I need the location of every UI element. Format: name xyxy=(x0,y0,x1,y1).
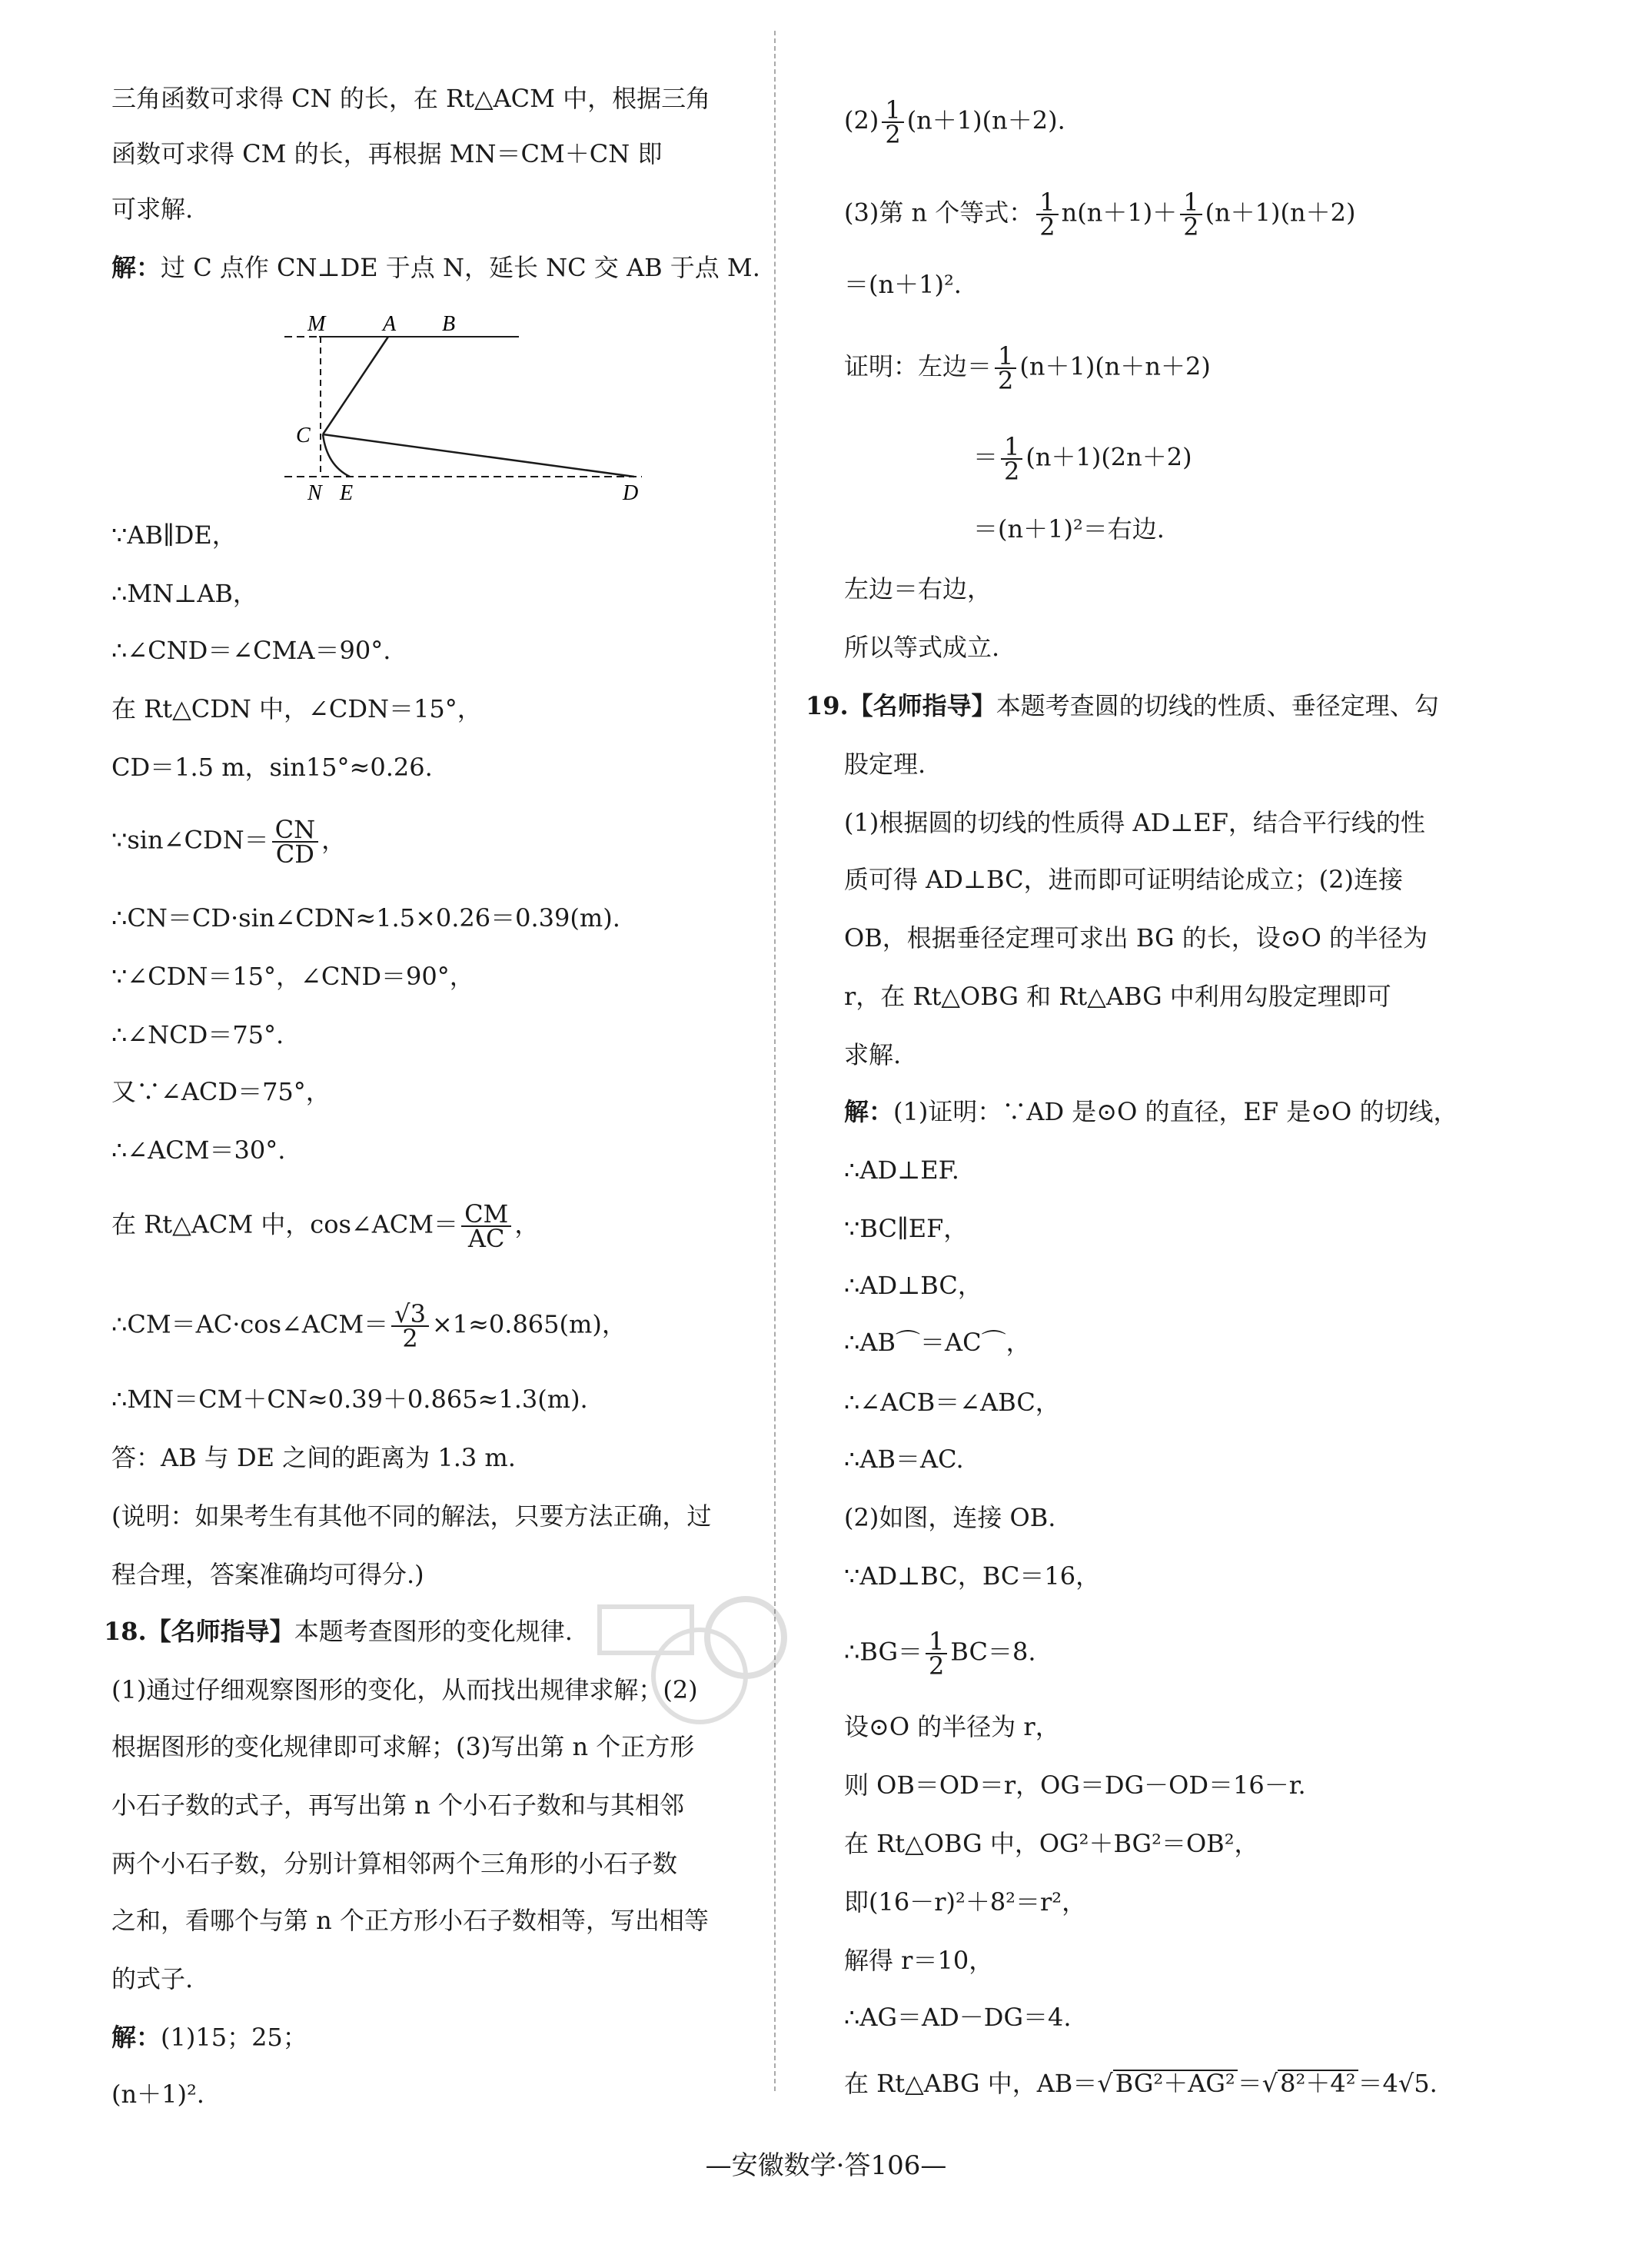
text-line: ∵AB∥DE， xyxy=(111,520,237,550)
fraction-den: CD xyxy=(275,840,314,869)
text-line: ∴CN＝CD·sin∠CDN≈1.5×0.26＝0.39(m). xyxy=(111,903,620,933)
fraction xyxy=(995,341,1016,395)
text-line: 在 Rt△CDN 中，∠CDN＝15°， xyxy=(111,694,482,723)
text-line: (1)通过仔细观察图形的变化，从而找出规律求解；(2) xyxy=(111,1675,698,1704)
text-line xyxy=(844,95,1065,149)
column-divider xyxy=(774,31,776,2091)
text-line: 之和，看哪个与第 n 个正方形小石子数相等，写出相等 xyxy=(111,1906,709,1935)
text-part: (n＋1)(n＋n＋2) xyxy=(1019,351,1211,381)
text-line: 质可得 AD⊥BC，进而即可证明结论成立；(2)连接 xyxy=(844,865,1403,894)
text-line xyxy=(844,188,1356,241)
fraction xyxy=(1001,432,1022,486)
fraction-den: 2 xyxy=(1039,212,1055,241)
fraction-den: 2 xyxy=(1004,457,1020,486)
text-part: ＝ xyxy=(1237,2069,1262,2098)
text-line xyxy=(111,1199,540,1253)
line-CD xyxy=(323,434,634,477)
arc-CE xyxy=(323,434,350,477)
text-line: 程合理，答案准确均可得分.) xyxy=(111,1560,424,1589)
text-line: ∵BC∥EF， xyxy=(844,1214,969,1243)
label-B: B xyxy=(442,312,456,336)
fraction xyxy=(391,1299,429,1353)
fraction-num: 1 xyxy=(882,98,903,123)
text-line: ∵AD⊥BC，BC＝16， xyxy=(844,1561,1101,1591)
text-line: 设⊙O 的半径为 r， xyxy=(844,1712,1060,1741)
text-line: 根据图形的变化规律即可求解；(3)写出第 n 个正方形 xyxy=(111,1732,695,1761)
text-line: (1)根据圆的切线的性质得 AD⊥EF，结合平行线的性 xyxy=(844,808,1425,837)
fraction-den: 2 xyxy=(402,1324,418,1353)
solution-label: 解： xyxy=(111,2023,161,2052)
fraction-num: 1 xyxy=(1001,435,1022,460)
text-line xyxy=(844,341,1211,395)
text-line: ＝(n＋1)²＝右边. xyxy=(973,514,1165,544)
text-part: 在 Rt△ABG 中，AB＝ xyxy=(844,2069,1098,2098)
text-line: (2)如图，连接 OB. xyxy=(844,1503,1056,1532)
text-part: 在 Rt△ACM 中，cos∠ACM＝ xyxy=(111,1209,459,1239)
label-M: M xyxy=(307,312,326,336)
sqrt-symbol: √ xyxy=(1261,2069,1278,2098)
text-line xyxy=(973,432,1192,486)
text-part: 证明：左边＝ xyxy=(844,351,992,381)
text-line: ∴∠CND＝∠CMA＝90°. xyxy=(111,636,391,665)
text-line: 小石子数的式子，再写出第 n 个小石子数和与其相邻 xyxy=(111,1790,684,1820)
fraction xyxy=(272,815,318,869)
text-part: ， xyxy=(514,1209,540,1239)
text-line: (说明：如果考生有其他不同的解法，只要方法正确，过 xyxy=(111,1501,712,1531)
fraction xyxy=(461,1199,511,1253)
text-line: 即(16－r)²＋8²＝r²， xyxy=(844,1887,1087,1917)
text-line: 解得 r＝10， xyxy=(844,1946,994,1975)
text-line: 三角函数可求得 CN 的长，在 Rt△ACM 中，根据三角 xyxy=(111,84,711,113)
text-line xyxy=(844,2068,1438,2099)
text-line: 又∵∠ACD＝75°， xyxy=(111,1077,331,1106)
text-part: ∴BG＝ xyxy=(844,1637,923,1667)
fraction-num: 1 xyxy=(1180,191,1202,215)
text-line: 则 OB＝OD＝r，OG＝DG－OD＝16－r. xyxy=(844,1771,1306,1800)
text-line: ∴AD⊥EF. xyxy=(844,1155,959,1185)
fraction-num: √3 xyxy=(391,1302,429,1327)
teacher-tag: 【名师指导】 xyxy=(848,691,996,720)
text-part: ＝ xyxy=(973,442,999,472)
text-part: (n＋1)(n＋2). xyxy=(906,105,1065,135)
text-line: OB，根据垂径定理可求出 BG 的长，设⊙O 的半径为 xyxy=(844,923,1428,953)
solution-label: 解： xyxy=(844,1097,894,1126)
text-line: 答：AB 与 DE 之间的距离为 1.3 m. xyxy=(111,1443,516,1472)
fraction xyxy=(926,1627,947,1681)
text-line: 函数可求得 CM 的长，再根据 MN＝CM＋CN 即 xyxy=(111,139,663,168)
fraction-den: 2 xyxy=(929,1651,945,1681)
question-number: 18. xyxy=(104,1617,147,1646)
text-part: (2) xyxy=(844,105,879,135)
text-line: ∴AG＝AD－DG＝4. xyxy=(844,2003,1072,2032)
solution-line xyxy=(111,252,760,283)
text-line: 所以等式成立. xyxy=(844,633,1000,662)
sqrt-content: BG²＋AG² xyxy=(1113,2070,1238,2096)
question-18-heading xyxy=(104,1616,573,1647)
question-number: 19. xyxy=(806,691,849,720)
text-line xyxy=(844,1627,1036,1681)
text-line: r，在 Rt△OBG 和 Rt△ABG 中利用勾股定理即可 xyxy=(844,982,1391,1011)
fraction-den: 2 xyxy=(1183,212,1199,241)
page-footer: —安徽数学·答106— xyxy=(705,2150,947,2181)
text-line: ∴AB＝AC. xyxy=(844,1445,964,1474)
text-line: 可求解. xyxy=(111,195,194,224)
fraction xyxy=(1180,188,1202,241)
fraction xyxy=(1036,188,1058,241)
fraction-num: 1 xyxy=(1036,191,1058,215)
text-line: 左边＝右边， xyxy=(844,574,992,603)
text-line: ∵∠CDN＝15°，∠CND＝90°， xyxy=(111,962,474,991)
text-line: ＝(n＋1)². xyxy=(844,270,962,299)
question-19-heading xyxy=(806,690,1439,721)
fraction-den: AC xyxy=(467,1224,505,1253)
text-line: ∴∠ACB＝∠ABC， xyxy=(844,1388,1060,1417)
watermark-stamp xyxy=(584,1591,830,1745)
text-part: ×1≈0.865(m)， xyxy=(431,1309,627,1339)
fraction-num: 1 xyxy=(995,344,1016,369)
solution-text: 过 C 点作 CN⊥DE 于点 N，延长 NC 交 AB 于点 M. xyxy=(161,253,760,282)
label-E: E xyxy=(340,481,354,505)
fraction xyxy=(882,95,903,149)
fraction-num: CN xyxy=(272,818,318,843)
sqrt-content: 8²＋4² xyxy=(1278,2070,1358,2096)
text-line: ∴∠NCD＝75°. xyxy=(111,1020,284,1049)
text-line: ∴MN⊥AB， xyxy=(111,579,258,608)
solution-label: 解： xyxy=(111,253,161,282)
text-line xyxy=(111,1299,627,1353)
text-part: 本题考查圆的切线的性质、垂径定理、勾 xyxy=(996,691,1439,720)
text-line: (n＋1)². xyxy=(111,2080,204,2109)
text-line: CD＝1.5 m，sin15°≈0.26. xyxy=(111,753,433,782)
text-part: ∵sin∠CDN＝ xyxy=(111,825,269,855)
text-line: 在 Rt△OBG 中，OG²＋BG²＝OB²， xyxy=(844,1829,1259,1858)
text-part: 本题考查图形的变化规律. xyxy=(294,1617,573,1646)
text-line: 的式子. xyxy=(111,1964,194,1993)
text-part: ∴CM＝AC·cos∠ACM＝ xyxy=(111,1309,389,1339)
geometry-figure xyxy=(284,311,653,507)
text-part: (n＋1)(2n＋2) xyxy=(1025,442,1192,472)
text-line: ∴AD⊥BC， xyxy=(844,1271,982,1300)
fraction-den: 2 xyxy=(885,120,901,149)
text-part: (1)15；25； xyxy=(161,2023,307,2052)
text-line: ∴∠ACM＝30°. xyxy=(111,1135,286,1165)
label-C: C xyxy=(296,424,311,447)
text-part: (3)第 n 个等式： xyxy=(844,198,1034,228)
text-line: ∴MN＝CM＋CN≈0.39＋0.865≈1.3(m). xyxy=(111,1385,588,1414)
text-part: ， xyxy=(321,825,347,855)
label-A: A xyxy=(383,312,397,336)
text-line xyxy=(111,815,347,869)
text-line xyxy=(844,1096,1458,1127)
teacher-tag: 【名师指导】 xyxy=(146,1617,294,1646)
sqrt-symbol: √ xyxy=(1097,2069,1113,2098)
fraction-num: CM xyxy=(461,1202,511,1227)
text-line: 求解. xyxy=(844,1040,902,1069)
fraction-den: 2 xyxy=(998,366,1014,395)
label-D: D xyxy=(623,481,639,505)
label-N: N xyxy=(307,481,322,505)
text-line: 股定理. xyxy=(844,750,926,779)
line-AC xyxy=(323,337,388,434)
fraction-num: 1 xyxy=(926,1630,947,1654)
text-part: n(n＋1)＋ xyxy=(1061,198,1178,228)
text-line: ∴AB⌒＝AC⌒， xyxy=(844,1328,1031,1357)
text-line: 两个小石子数，分别计算相邻两个三角形的小石子数 xyxy=(111,1849,678,1878)
text-line xyxy=(111,2022,307,2053)
text-part: (1)证明：∵AD 是⊙O 的直径，EF 是⊙O 的切线， xyxy=(893,1097,1458,1126)
text-part: (n＋1)(n＋2) xyxy=(1205,198,1356,228)
text-part: ＝4√5. xyxy=(1358,2069,1438,2098)
text-part: BC＝8. xyxy=(950,1637,1036,1667)
